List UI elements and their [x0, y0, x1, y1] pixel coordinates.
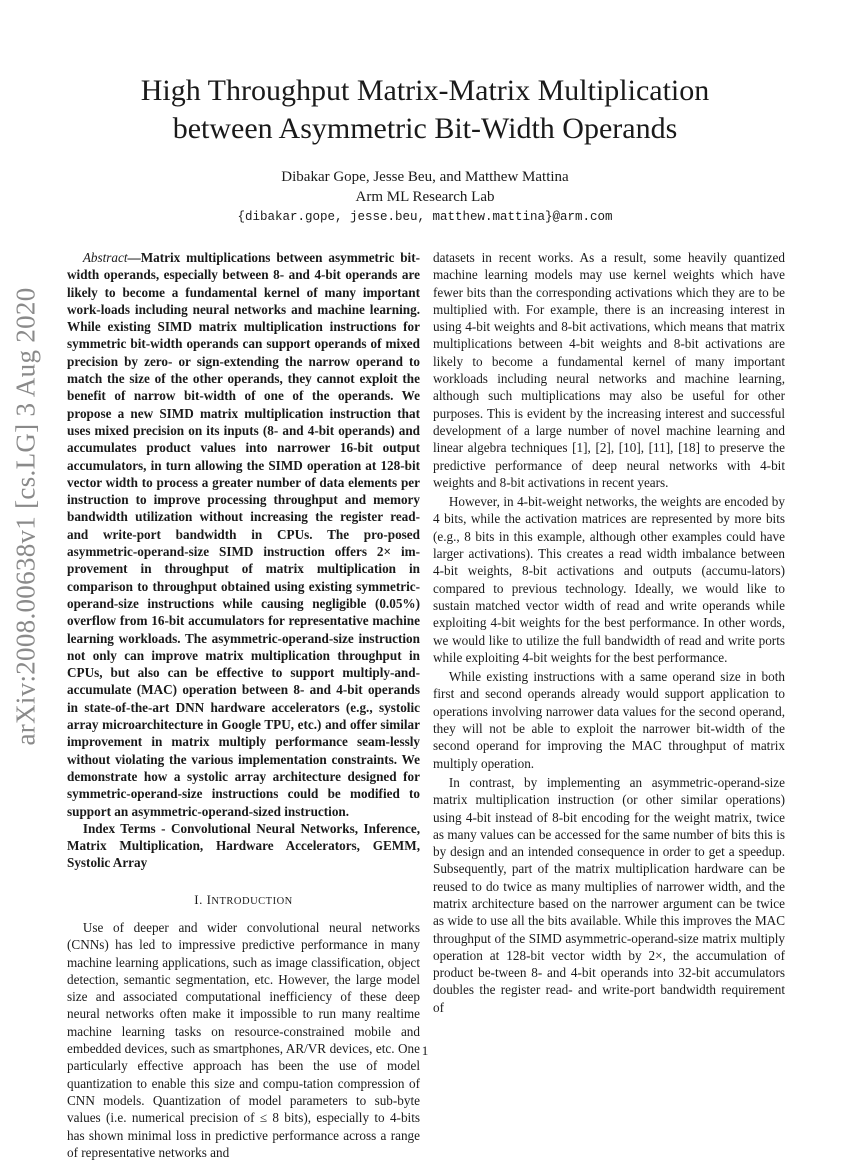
- author-emails: {dibakar.gope, jesse.beu, matthew.mattina}@arm.com: [237, 210, 613, 224]
- title-line-2: between Asymmetric Bit-Width Operands: [172, 112, 678, 145]
- abstract: [67, 249, 420, 820]
- title-line-1: High Throughput Matrix-Matrix Multiplication: [140, 74, 710, 107]
- index-terms: Index Terms - Convolutional Neural Networks, Inference, Matrix Multiplication, Hardware Accelerators, GEMM, Systolic Array: [67, 820, 420, 871]
- abstract-text: —Matrix multiplications between asymmetric bit-width operands, especially between 8- and 4-bit operands are likely to become a fundamental kernel of many important work-loads including neural networks and machine learning. While existing SIMD matrix multiplication instructions for symmetric bit-width operands can support operands of mixed precision by zero- or sign-extending the narrow operand to match the size of the other operands, they cannot exploit the benefit of narrow bit-width of one of the operands. We propose a new SIMD matrix multiplication instruction that uses mixed precision on its inputs (8- and 4-bit operands) and accumulates product values into narrower 16-bit output accumulators, in turn allowing the SIMD operation at 128-bit vector width to process a greater number of data elements per instruction to improve processing throughput and memory bandwidth utilization without increasing the register read- and write-port bandwidth in CPUs. The pro-posed asymmetric-operand-size SIMD instruction offers 2× im-provement in throughput of matrix multiplication in comparison to throughput obtained using existing symmetric-operand-size instructions while causing negligible (0.05%) overflow from 16-bit accumulators for representative machine learning workloads. The asymmetric-operand-size instruction not only can improve matrix multiplication throughput in CPUs, but also can be effective to support multiply-and-accumulate (MAC) operation between 8- and 4-bit operands in state-of-the-art DNN hardware accelerators (e.g., systolic array microarchitecture in Google TPU, etc.) and offer similar improvement in matrix multiply performance seam-lessly without violating the various implementation constraints. We demonstrate how a systolic array architecture designed for symmetric-operand-size instructions could be modified to support an asymmetric-operand-sized instruction.: [67, 250, 420, 819]
- paragraph: In contrast, by implementing an asymmetric-operand-size matrix multiplication instruction (or other similar operations) using 4-bit instead of 8-bit encoding for the weight matrix, twice as many values can be accessed for the same number of bits this is by design and an intended consequence in order to get a speedup. Subsequently, part of the matrix multiplication hardware can be reused to do twice as many multiplies of narrower width, and the matrix architecture based on the narrower argument can be twice as wide to use all the bits available. While this improves the MAC throughput of the SIMD asymmetric-operand-size matrix multiply operation at 128-bit vector width by 2×, the accumulation of product be-tween 8- and 4-bit operands into 32-bit accumulators doubles the register read- and write-port bandwidth requirement of: [433, 774, 785, 1015]
- paragraph: However, in 4-bit-weight networks, the weights are encoded by 4 bits, while the activation matrices are represented by more bits (e.g., 8 bits in this example, although other examples could have larger activations). This creates a read width imbalance between 4-bit weights, 8-bit activations and outputs (accumu-lators) compared to previous technology. Ideally, we would like to sustain matched vector width of read and write operands while exploiting 4-bit weights for the best performance. In other words, we would like to utilize the full bandwidth of read and write ports while exploiting 4-bit weights for the best performance.: [433, 494, 785, 665]
- author-names: Dibakar Gope, Jesse Beu, and Matthew Mattina: [281, 169, 569, 185]
- arxiv-identifier: [4, 286, 48, 746]
- author-block: [60, 167, 790, 227]
- paper-title: [60, 72, 790, 148]
- section-number: I.: [194, 891, 207, 907]
- section-heading-introduction: [67, 891, 420, 910]
- page-number: 1: [421, 1043, 429, 1058]
- left-column: [67, 249, 420, 1163]
- paragraph: While existing instructions with a same operand size in both first and second operands already would support application to operations involving narrower data values for the second operand, they will not be able to exploit the narrower bit-width of the second operand for improving the MAC throughput of matrix multiply operation.: [433, 669, 785, 771]
- right-column: [433, 249, 785, 1018]
- paragraph: Use of deeper and wider convolutional neural networks (CNNs) has led to impressive predictive performance in many machine learning applications, such as image classification, object detection, semantic segmentation, etc. However, the large model size and associated computational inefficiency of these deep neural networks often make it impossible to run many realtime machine learning tasks on resource-constrained mobile and embedded devices, such as smartphones, AR/VR devices, etc. One particularly effective approach has been the use of model quantization to enable this size and compu-tation compression of CNN models. Quantization of model parameters to sub-byte values (i.e. numerical precision of ≤ 8 bits), especially to 4-bits has shown minimal loss in predictive performance across a range of representative networks and: [67, 919, 420, 1160]
- arxiv-identifier-text: arXiv:2008.00638v1 [cs.LG] 3 Aug 2020: [10, 286, 41, 746]
- section-rest: NTRODUCTION: [211, 895, 293, 907]
- abstract-label: Abstract: [82, 250, 128, 265]
- paragraph: datasets in recent works. As a result, some heavily quantized machine learning models may use kernel weights which have fewer bits than the corresponding activations which they are to be multiplied with. For example, there is an increasing interest in using 4-bit weights and 8-bit activations, which means that matrix multiplications between 4-bit weights and 8-bit activations are likely to become a fundamental kernel of many important workloads including neural networks and machine learning, although such multiplications may also be useful for other purposes. This is evident by the increasing interest and successful development of a large number of novel machine learning and linear algebra techniques [1], [2], [10], [11], [18] to preserve the predictive performance of deep neural networks with 4-bit weights and 8-bit activations in recent years.: [433, 250, 785, 490]
- author-affiliation: Arm ML Research Lab: [355, 189, 495, 205]
- section-initial: I: [206, 891, 212, 907]
